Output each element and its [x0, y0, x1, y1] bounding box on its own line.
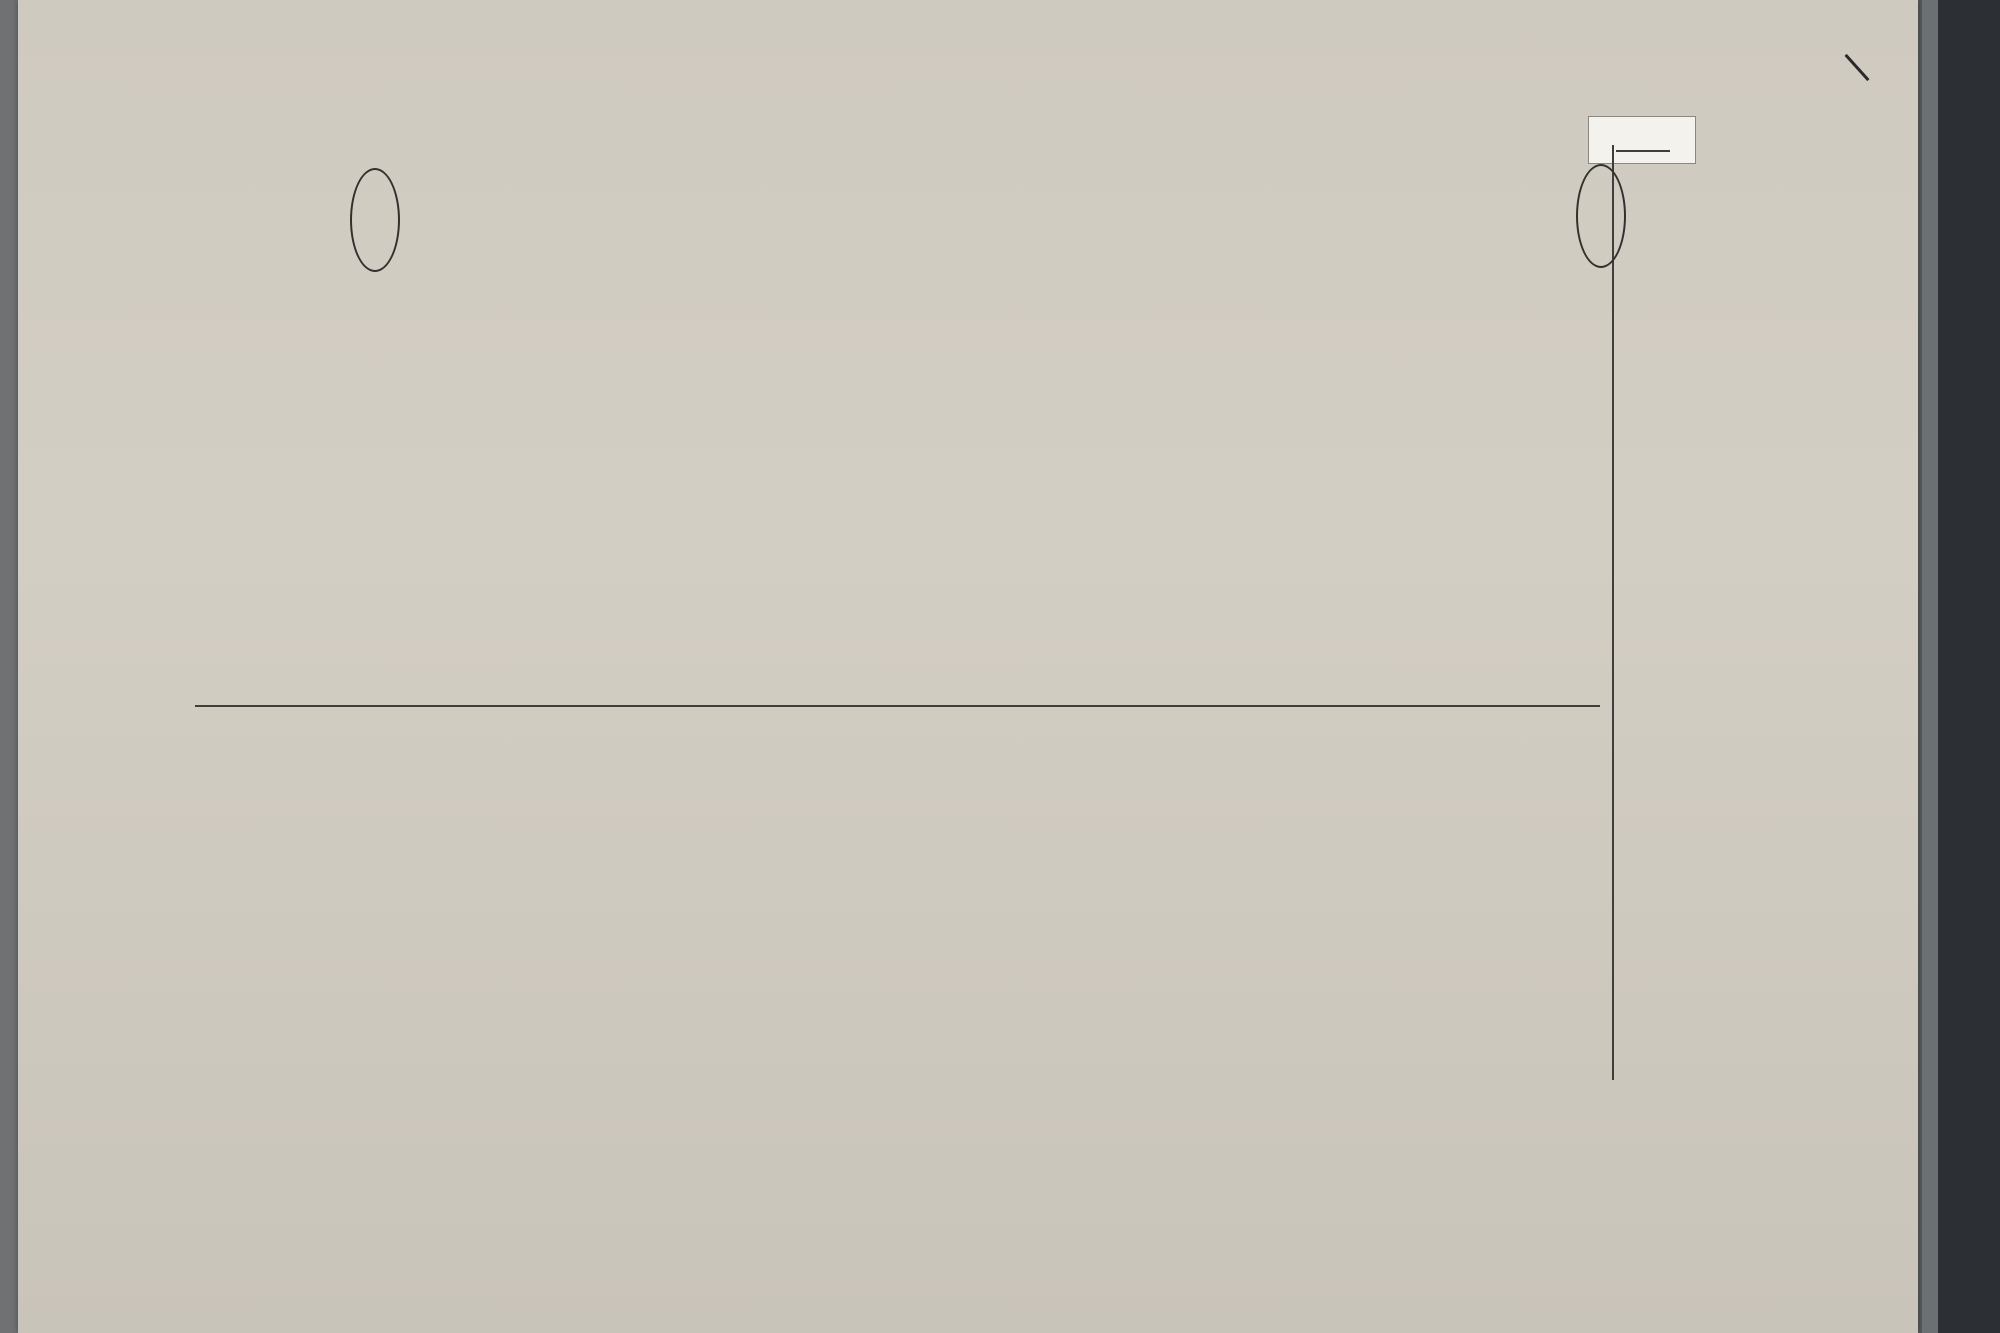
agenda-label-ring — [350, 168, 400, 272]
header-column-rule — [1612, 145, 1614, 1080]
frame-inner-edge — [1922, 0, 1938, 1333]
catalog-number-label — [1588, 116, 1696, 164]
frame-edge — [1938, 0, 2000, 1333]
report-label-ring-visible — [1576, 164, 1626, 268]
header-rule-1 — [1616, 150, 1670, 152]
newsletter-sheet — [18, 0, 1918, 1333]
page-divider-rule — [195, 705, 1600, 707]
